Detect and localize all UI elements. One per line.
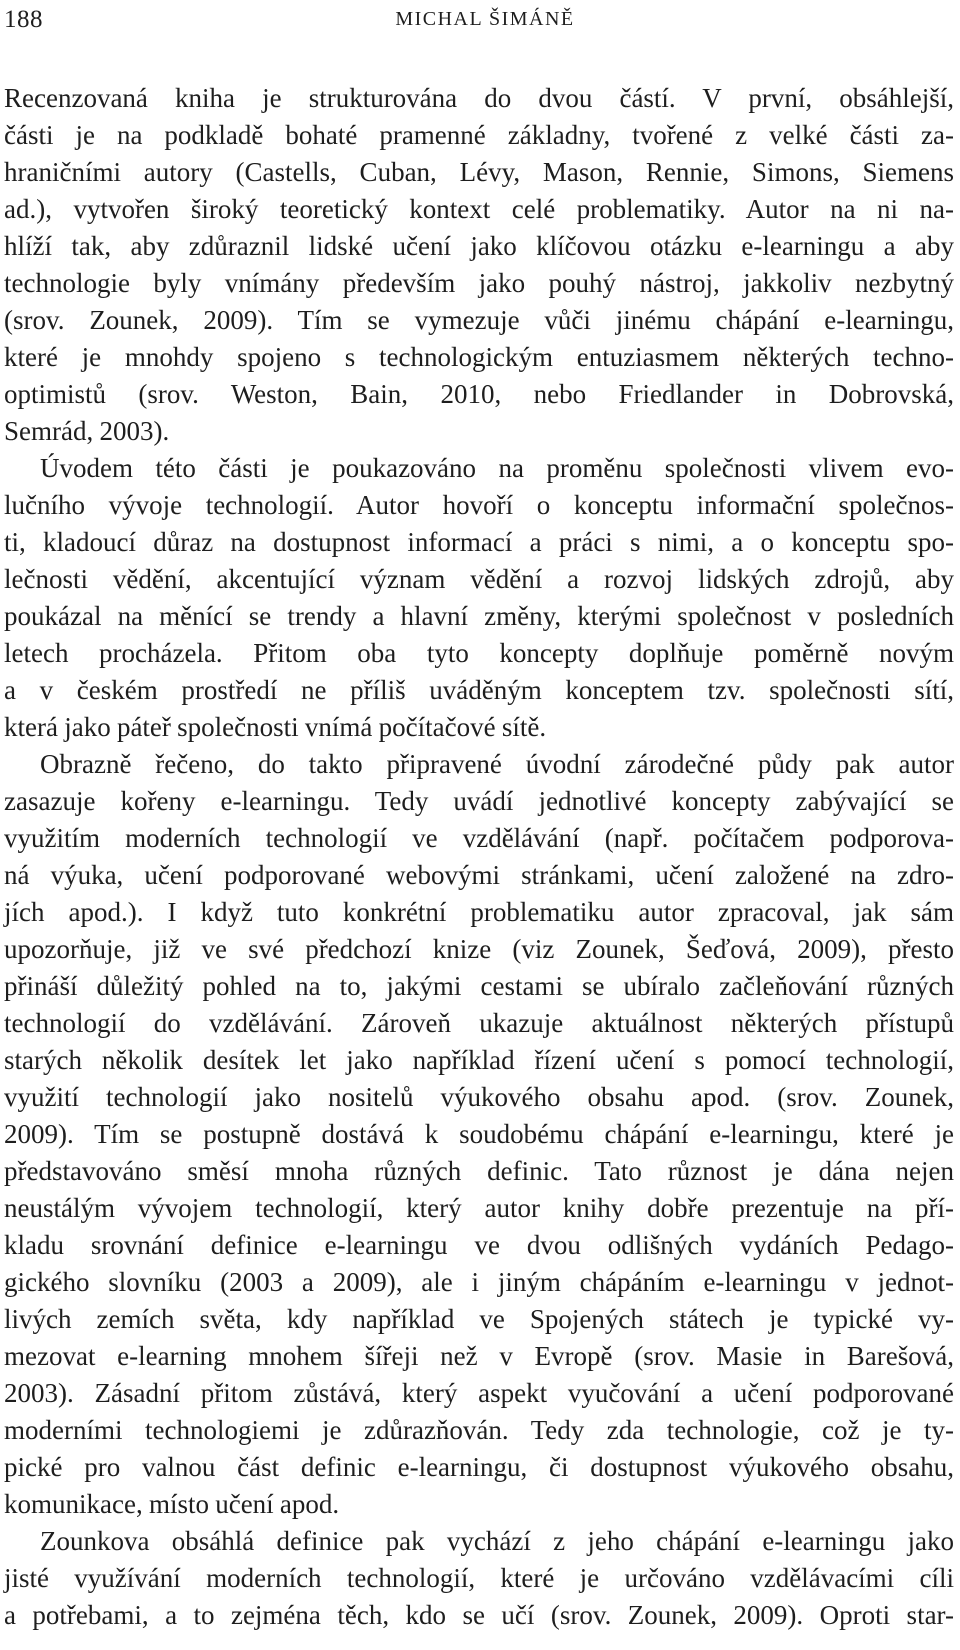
text-line: lečnosti vědění, akcentující význam vědění a rozvoj lidských zdrojů, aby bbox=[4, 564, 954, 594]
text-line: Obrazně řečeno, do takto připravené úvodní zárodečné půdy pak autor bbox=[40, 749, 954, 779]
paragraph bbox=[4, 1523, 954, 1634]
text-line: hraničními autory (Castells, Cuban, Lévy, Mason, Rennie, Simons, Siemens bbox=[4, 157, 954, 187]
text-line: využitím moderních technologií ve vzdělávání (např. počítačem podporova- bbox=[4, 823, 954, 853]
text-line: zasazuje kořeny e-learningu. Tedy uvádí jednotlivé koncepty zabývající se bbox=[4, 786, 954, 816]
text-line: a v českém prostředí ne příliš uváděným konceptem tzv. společnosti sítí, bbox=[4, 675, 954, 705]
text-line: komunikace, místo učení apod. bbox=[4, 1489, 340, 1519]
paragraph bbox=[4, 746, 954, 1523]
text-line: představováno směsí mnoha různých definic. Tato různost je dána nejen bbox=[4, 1156, 954, 1186]
text-line: přináší důležitý pohled na to, jakými cestami se ubíralo začleňování různých bbox=[4, 971, 954, 1001]
text-line: mezovat e-learning mnohem šířeji než v Evropě (srov. Masie in Barešová, bbox=[4, 1341, 954, 1371]
text-line: gického slovníku (2003 a 2009), ale i jiným chápáním e-learningu v jednot- bbox=[4, 1267, 954, 1297]
text-line: technologie byly vnímány především jako pouhý nástroj, jakkoliv nezbytný bbox=[4, 268, 954, 298]
text-line: ad.), vytvořen široký teoretický kontext celé problematiky. Autor na ni na- bbox=[4, 194, 954, 224]
text-line: které je mnohdy spojeno s technologickým entuziasmem některých techno- bbox=[4, 342, 954, 372]
text-line: a potřebami, a to zejména těch, kdo se učí (srov. Zounek, 2009). Oproti star- bbox=[4, 1600, 954, 1630]
text-line: moderními technologiemi je zdůrazňován. Tedy zda technologie, což je ty- bbox=[4, 1415, 954, 1445]
text-line: 2009). Tím se postupně dostává k soudobému chápání e-learningu, které je bbox=[4, 1119, 954, 1149]
text-line: 2003). Zásadní přitom zůstává, který aspekt vyučování a učení podporované bbox=[4, 1378, 954, 1408]
text-line: neustálým vývojem technologií, který autor knihy dobře prezentuje na pří- bbox=[4, 1193, 954, 1223]
text-line: technologií do vzdělávání. Zároveň ukazuje aktuálnost některých přístupů bbox=[4, 1008, 954, 1038]
body-text bbox=[4, 80, 954, 1634]
text-line: Recenzovaná kniha je strukturována do dvou částí. V první, obsáhlejší, bbox=[4, 83, 954, 113]
text-line: hlíží tak, aby zdůraznil lidské učení jako klíčovou otázku e-learningu a aby bbox=[4, 231, 954, 261]
paragraph bbox=[4, 80, 954, 450]
text-line: Zounkova obsáhlá definice pak vychází z jeho chápání e-learningu jako bbox=[40, 1526, 954, 1556]
text-line: ti, kladoucí důraz na dostupnost informací a práci s nimi, a o konceptu spo- bbox=[4, 527, 954, 557]
text-line: optimistů (srov. Weston, Bain, 2010, nebo Friedlander in Dobrovská, bbox=[4, 379, 954, 409]
text-line: upozorňuje, již ve své předchozí knize (viz Zounek, Šeďová, 2009), přesto bbox=[4, 934, 954, 964]
text-line: části je na podkladě bohaté pramenné základny, tvořené z velké části za- bbox=[4, 120, 954, 150]
text-line: poukázal na měnící se trendy a hlavní změny, kterými společnost v posledních bbox=[4, 601, 954, 631]
text-line: pické pro valnou část definic e-learningu, či dostupnost výukového obsahu, bbox=[4, 1452, 954, 1482]
text-line: starých několik desítek let jako například řízení učení s pomocí technologií, bbox=[4, 1045, 954, 1075]
text-line: livých zemích světa, kdy například ve Spojených státech je typické vy- bbox=[4, 1304, 954, 1334]
running-head bbox=[0, 0, 960, 40]
text-line: kladu srovnání definice e-learningu ve dvou odlišných vydáních Pedago- bbox=[4, 1230, 954, 1260]
running-head-author: MICHAL ŠIMÁNĚ bbox=[395, 8, 575, 30]
text-line: lučního vývoje technologií. Autor hovoří o konceptu informační společnos- bbox=[4, 490, 954, 520]
text-line: Semrád, 2003). bbox=[4, 416, 170, 446]
text-line: ná výuka, učení podporované webovými stránkami, učení založené na zdro- bbox=[4, 860, 954, 890]
paragraph bbox=[4, 450, 954, 746]
text-line: jích apod.). I když tuto konkrétní problematiku autor zpracoval, jak sám bbox=[4, 897, 954, 927]
text-line: která jako páteř společnosti vnímá počítačové sítě. bbox=[4, 712, 547, 742]
text-line: (srov. Zounek, 2009). Tím se vymezuje vůči jinému chápání e-learningu, bbox=[4, 305, 954, 335]
text-line: jisté využívání moderních technologií, které je určováno vzdělávacími cíli bbox=[4, 1563, 954, 1593]
text-line: letech procházela. Přitom oba tyto koncepty doplňuje poměrně novým bbox=[4, 638, 954, 668]
text-line: využití technologií jako nositelů výukového obsahu apod. (srov. Zounek, bbox=[4, 1082, 954, 1112]
text-line: Úvodem této části je poukazováno na proměnu společnosti vlivem evo- bbox=[40, 453, 954, 483]
page-number: 188 bbox=[4, 6, 43, 33]
